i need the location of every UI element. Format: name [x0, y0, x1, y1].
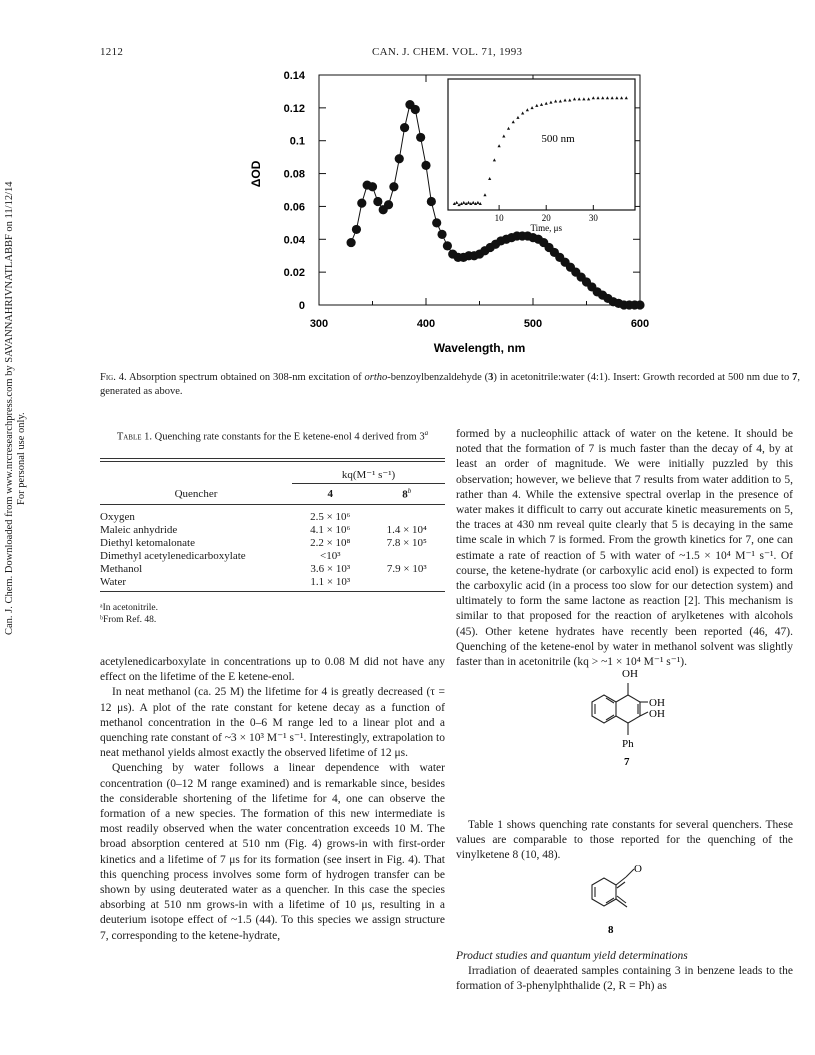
figure-4-chart — [230, 60, 680, 365]
right-column-top — [456, 427, 793, 670]
footnote-a: ᵃIn acetonitrile. — [100, 602, 158, 613]
structure-8 — [580, 855, 670, 940]
data-point — [384, 200, 393, 209]
data-point — [347, 238, 356, 247]
data-point — [421, 161, 430, 170]
inset-x-tick-label: 10 — [494, 213, 504, 223]
download-notice-line2: For personal use only. — [16, 412, 27, 505]
paragraph: Table 1 shows quenching rate constants for several quenchers. These values are comparable to those reported for the quenching of the vinylketene 8 (10, 48). — [456, 819, 793, 862]
data-point — [437, 230, 446, 239]
value-cell: 1.1 × 10³ — [310, 575, 351, 588]
value-cell — [369, 550, 446, 563]
y-tick-label: 0.12 — [283, 102, 305, 115]
y-tick-label: 0.14 — [283, 70, 305, 82]
x-axis-label: Wavelength, nm — [433, 341, 526, 355]
y-tick-label: 0.06 — [283, 201, 305, 214]
data-point — [443, 241, 452, 250]
y-tick-label: 0.1 — [289, 135, 305, 148]
structure-label: Ph — [622, 738, 634, 750]
quencher-cell: Maleic anhydride — [100, 523, 178, 536]
data-point — [635, 300, 644, 309]
data-point — [357, 199, 366, 208]
structure-label: OH — [649, 708, 665, 720]
data-point — [400, 123, 409, 132]
value-cell — [369, 576, 446, 589]
structure-number: 8 — [608, 924, 614, 936]
value-cell: 4.1 × 10⁶ — [310, 523, 351, 536]
table-row — [100, 524, 445, 537]
y-tick-label: 0.04 — [283, 234, 305, 247]
kq-header: kq(M⁻¹ s⁻¹) — [292, 464, 445, 484]
paragraph: Irradiation of deaerated samples containing 3 in benzene leads to the formation of 3-phenylphthalide (2, R = Ph) as — [456, 965, 793, 993]
data-point — [389, 182, 398, 191]
y-tick-label: 0.02 — [283, 267, 305, 280]
quencher-cell: Oxygen — [100, 510, 135, 523]
footnote-b: ᵇFrom Ref. 48. — [100, 614, 157, 625]
quencher-header: Quencher — [100, 484, 292, 505]
quencher-cell: Water — [100, 575, 126, 588]
inset-label: 500 nm — [541, 133, 575, 145]
x-tick-label: 500 — [523, 318, 543, 330]
data-point — [395, 154, 404, 163]
value-cell: 7.9 × 10³ — [386, 562, 427, 575]
quencher-cell: Methanol — [100, 562, 143, 575]
page-number: 1212 — [100, 46, 124, 58]
col-4-header: 4 — [292, 484, 369, 505]
table-row — [100, 563, 445, 576]
data-point — [352, 225, 361, 234]
inset-x-tick-label: 20 — [541, 213, 551, 223]
table-row — [100, 504, 445, 524]
table-row — [100, 576, 445, 589]
structure-number: 7 — [624, 756, 630, 768]
value-cell: 7.8 × 10⁵ — [386, 536, 427, 549]
y-axis-label: ΔOD — [249, 160, 263, 188]
download-notice-line1: Can. J. Chem. Downloaded from www.nrcresearchpress.com by SAVANNAHRIVNATLABBF on 11/12/14 — [4, 181, 15, 635]
table-title: Table 1. Quenching rate constants for the E ketene-enol 4 derived from 3$^a$ — [116, 429, 429, 443]
right-column-bottom — [456, 949, 793, 995]
left-column — [100, 655, 445, 944]
quencher-cell: Diethyl ketomalonate — [100, 536, 195, 549]
structure-label: O — [634, 863, 642, 875]
data-point — [432, 218, 441, 227]
x-tick-label: 400 — [416, 318, 436, 330]
paragraph: Quenching by water follows a linear dependence with water concentration (0–12 M range examined) and is remarkable since, besides the considerable shortening of the lifetime for 4, one can observe the formation of a new species. The formation of this new intermediate is most readily observed when the water concentration exceeds 10 M. The broad absorption centered at 510 nm (Fig. 4) grows-in with first-order kinetics and a lifetime of 7 μs for its formation (see insert in Fig. 4). That this quenching process involves some form of hydrogen transfer can be shown by using deuterated water as a quencher. In this case the species absorbing at 510 nm grows-in with a lifetime of 10 μs, resulting in a deuterium isotope effect of ~1.5 (44). To this species we assign structure 7, corresponding to the ketene-hydrate, — [100, 762, 445, 942]
y-tick-label: 0 — [298, 300, 305, 312]
paragraph: In neat methanol (ca. 25 M) the lifetime for 4 is greatly decreased (τ = 12 μs). A plot of the rate constant for ketene decay as a function of methanol concentration in the 0–6 M range led to a linear plot and a quenching rate constant of ~3 × 10³ M⁻¹ s⁻¹. Interestingly, extrapolation to neat methanol yields almost exactly the observed lifetime of 12 μs. — [100, 686, 445, 760]
col-8-header: 8$^b$ — [369, 484, 446, 505]
running-header: CAN. J. CHEM. VOL. 71, 1993 — [372, 46, 523, 58]
value-cell — [369, 504, 446, 524]
value-cell: 3.6 × 10³ — [310, 562, 351, 575]
structure-label: OH — [622, 668, 638, 680]
structure-7 — [570, 650, 680, 775]
inset-x-tick-label: 30 — [588, 213, 598, 223]
table-row — [100, 550, 445, 563]
download-notice — [4, 181, 38, 635]
paragraph: acetylenedicarboxylate in concentrations up to 0.08 M did not have any effect on the lifetime of the E ketene-enol. — [100, 656, 445, 684]
data-point — [427, 197, 436, 206]
figure-caption: Fig. 4. Absorption spectrum obtained on 308-nm excitation of ortho-benzoylbenzaldehyde (3) in acetonitrile:water (4:1). Insert: Growth recorded at 500 nm due to 7, generated as above. — [100, 372, 800, 397]
value-cell: 2.2 × 10⁸ — [310, 536, 351, 549]
value-cell: <10³ — [319, 549, 341, 562]
section-heading: Product studies and quantum yield determinations — [456, 950, 688, 962]
table-1 — [100, 458, 445, 626]
quencher-cell: Dimethyl acetylenedicarboxylate — [100, 549, 246, 562]
data-point — [411, 105, 420, 114]
x-tick-label: 300 — [309, 318, 329, 330]
y-tick-label: 0.08 — [283, 168, 305, 181]
data-point — [368, 182, 377, 191]
value-cell: 2.5 × 10⁶ — [310, 510, 351, 523]
x-tick-label: 600 — [630, 318, 650, 330]
table-row — [100, 537, 445, 550]
data-point — [373, 197, 382, 206]
data-point — [416, 133, 425, 142]
paragraph: formed by a nucleophilic attack of water on the ketene. It should be noted that the formation of 7 is much faster than the decay of 4, by at least an order of magnitude. We were initially puzzled by this observation; however, we believe that 7 results from water addition to 5, rather than 4. While the extensive spectral overlap in the presence of water makes it difficult to carry out accurate kinetic measurements on 5, the traces at 430 nm reveal quite clearly that 5 is decaying in the same time scale in which 7 is formed. From the growth kinetics for 7, one can estimate a rate of reaction of 5 with water of ~1.5 × 10⁴ M⁻¹ s⁻¹. Of course, the ketene-hydrate (or carboxylic acid enol) is expected to form the carboxylic acid (in a process too slow for our detection system) and ultimately to form the same lactone as reaction [2]. This mechanism is similar to that proposed for the reaction of arylketenes with alcohols (45). Other ketene hydrates have recently been reported (46, 47). Quenching of the ketene-enol by water in methanol solvent was slightly faster than in acetonitrile (kq > ~1 × 10⁴ M⁻¹ s⁻¹). — [456, 428, 793, 669]
inset-x-axis-label: Time, μs — [530, 223, 562, 233]
figure-label: Fig. 4. — [100, 372, 127, 383]
value-cell: 1.4 × 10⁴ — [386, 523, 427, 536]
structure-label: OH — [649, 697, 665, 709]
